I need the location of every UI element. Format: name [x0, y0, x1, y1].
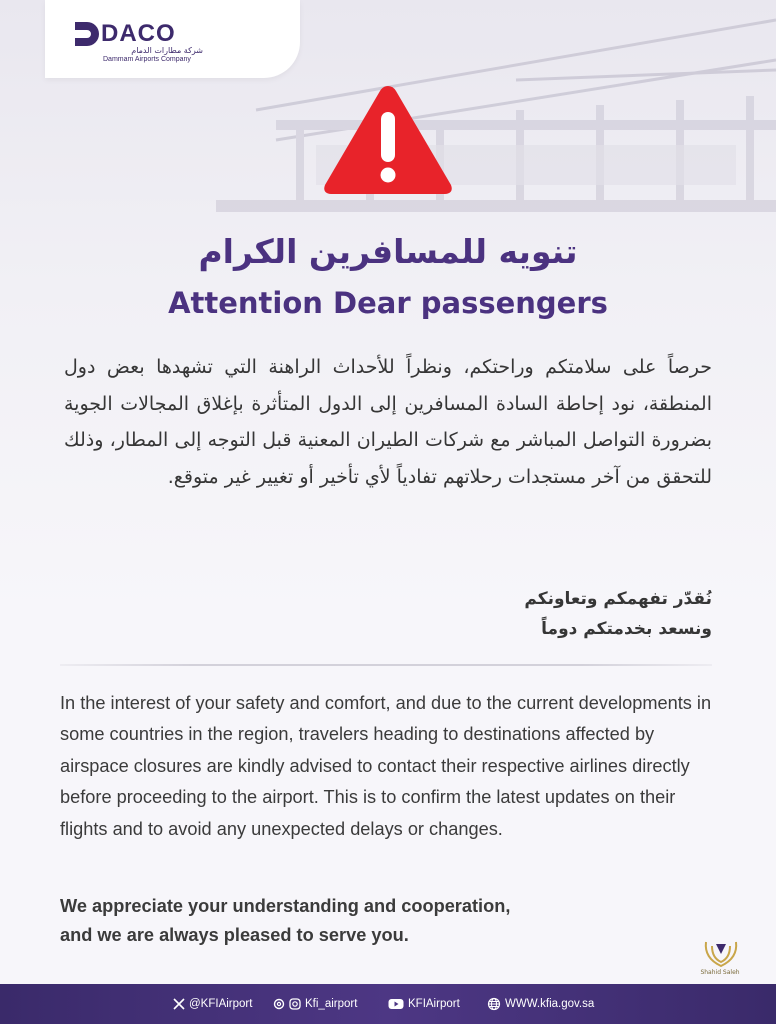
- footer-youtube-link[interactable]: [388, 984, 460, 1024]
- arabic-closing-line-1: نُقدّر تفهمكم وتعاونكم: [524, 589, 712, 609]
- footer-social-link[interactable]: [273, 984, 357, 1024]
- footer-bar: [0, 984, 776, 1024]
- footer-x-link[interactable]: [173, 984, 252, 1024]
- title-arabic: تنويه للمسافرين الكرام: [198, 232, 578, 271]
- english-body-text: In the interest of your safety and comfort, and due to the current developments in some countries in the region, travelers heading to destinations affected by airspace closures are kindly advised to contact their respective airlines directly before proceeding to the airport. This is to confirm the latest updates on their flights and to avoid any unexpected delays or changes.: [60, 693, 712, 839]
- globe-icon: [487, 997, 501, 1011]
- arabic-body-text: حرصاً على سلامتكم وراحتكم، ونظراً للأحداث الراهنة التي تشهدها بعض دول المنطقة، نود إحاطة السادة المسافرين إلى الدول المتأثرة بإغلاق المجالات الجوية بضرورة التواصل المباشر مع شركات الطيران المعنية قبل التوجه إلى المطار، وذلك للتحقق من آخر مستجدات رحلاتهم تفادياً لأي تأخير أو تغيير غير متوقع.: [64, 356, 712, 488]
- x-icon: [173, 998, 185, 1010]
- warning-icon: [322, 82, 454, 197]
- footer-logo-text: Shahid Saleh: [700, 969, 740, 976]
- logo-english-name: Dammam Airports Company: [103, 56, 191, 63]
- youtube-icon: [388, 998, 404, 1010]
- daco-logo: [45, 0, 300, 78]
- logo-title: DACO: [101, 20, 176, 47]
- english-closing-line-2: and we are always pleased to serve you.: [60, 925, 409, 945]
- footer-website-link[interactable]: [487, 984, 594, 1024]
- logo-arabic-name: شركة مطارات الدمام: [131, 46, 203, 55]
- footer-website: WWW.kfia.gov.sa: [505, 998, 595, 1010]
- instagram-icon: [289, 998, 301, 1010]
- section-divider: [60, 664, 712, 666]
- footer-youtube-handle: KFIAirport: [408, 998, 460, 1010]
- airport-terminal-illustration: [216, 0, 776, 240]
- threads-icon: [273, 998, 285, 1010]
- footer-x-handle: @KFIAirport: [189, 998, 253, 1010]
- english-closing-line-1: We appreciate your understanding and cooperation,: [60, 896, 511, 916]
- footer-social-handle: Kfi_airport: [305, 998, 358, 1010]
- daco-logo-icon: [75, 22, 99, 46]
- arabic-closing-line-2: ونسعد بخدمتكم دوماً: [541, 619, 712, 639]
- arabic-closing: [400, 584, 712, 644]
- english-closing: [60, 892, 680, 950]
- title-english: Attention Dear passengers: [168, 286, 608, 320]
